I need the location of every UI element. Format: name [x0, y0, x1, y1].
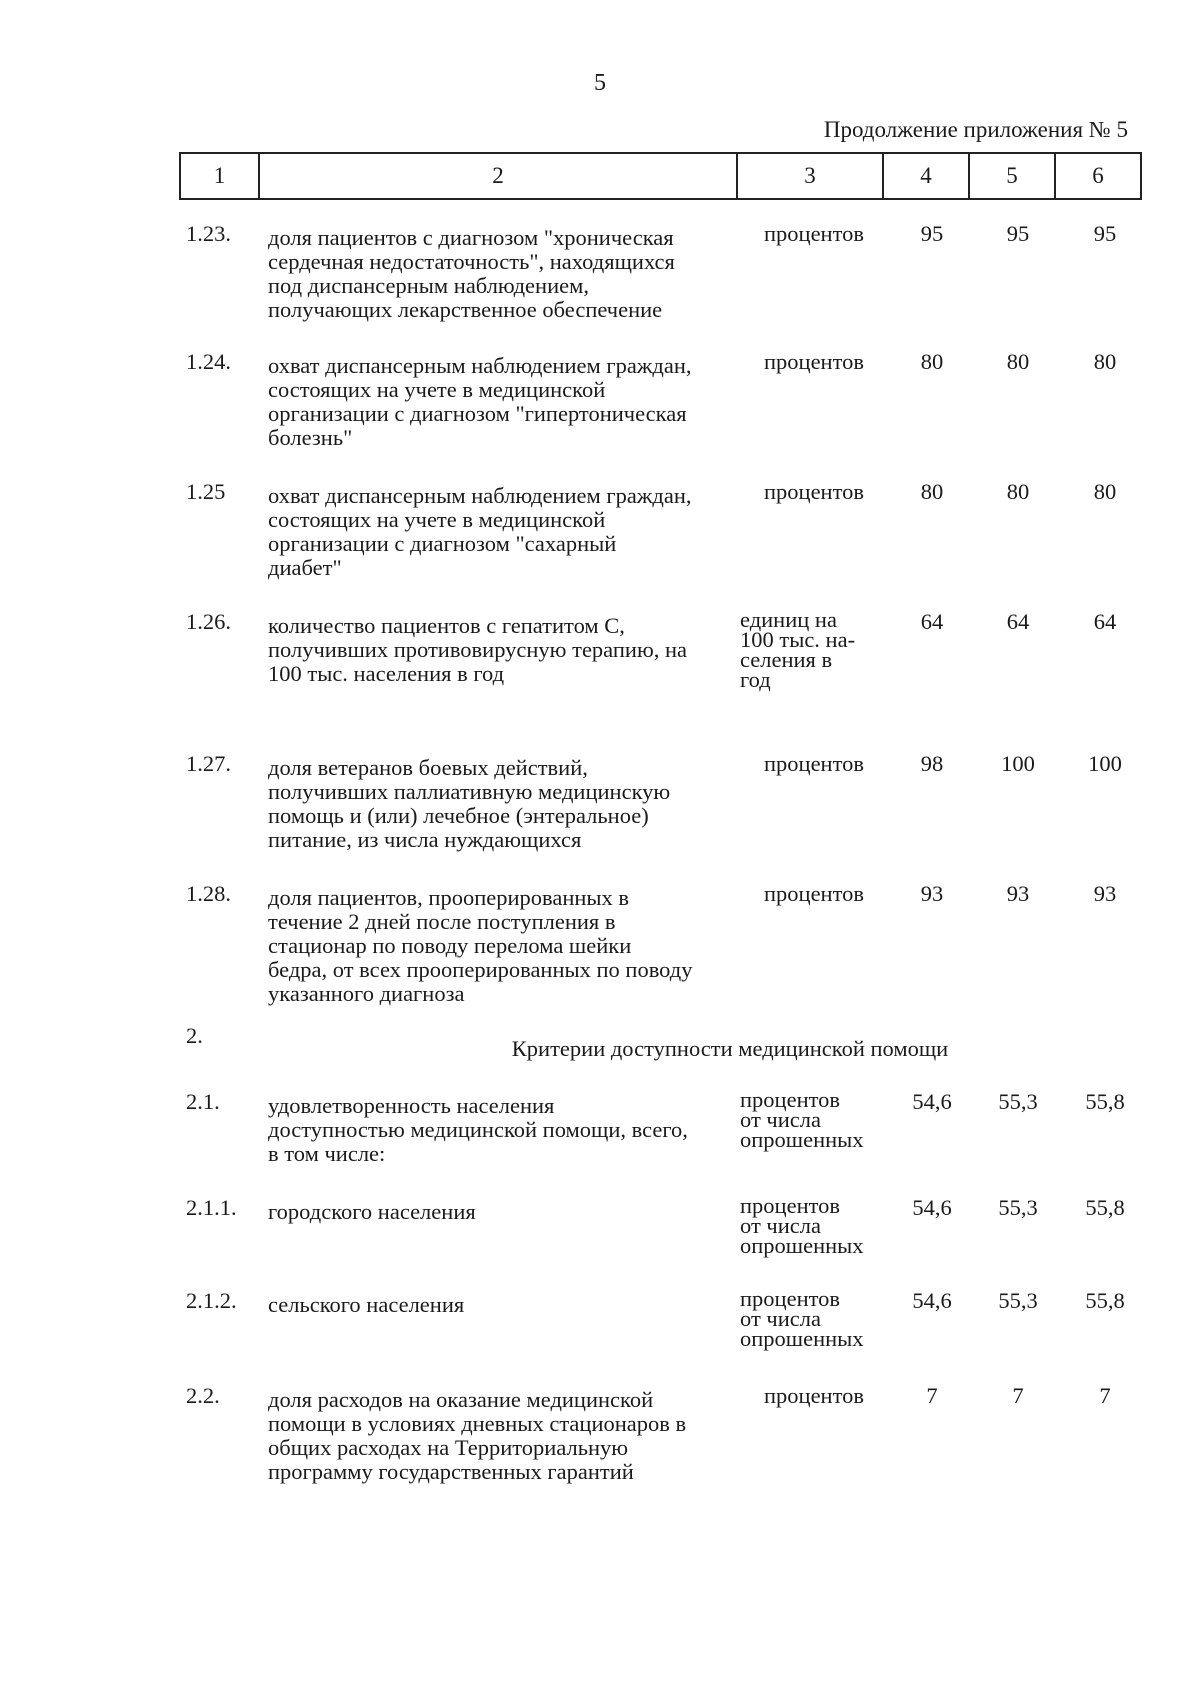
desc-line: организации с диагнозом "сахарный — [268, 531, 617, 556]
row-number: 2.2. — [186, 1383, 220, 1408]
desc-line: общих расходах на Территориальную — [268, 1435, 629, 1460]
header-col-5: 5 — [969, 153, 1055, 199]
row-number: 1.26. — [186, 609, 231, 634]
unit-line: от числа — [740, 1107, 821, 1132]
header-col-6: 6 — [1055, 153, 1141, 199]
row-unit: процентов — [763, 349, 865, 374]
desc-line: в том числе: — [268, 1141, 386, 1166]
value-col-6: 55,8 — [1085, 1288, 1125, 1313]
desc-line: питание, из числа нуждающихся — [268, 827, 582, 852]
desc-line: доля расходов на оказание медицинской — [268, 1387, 654, 1412]
row-description — [268, 756, 738, 852]
row-number: 1.24. — [186, 349, 231, 374]
unit-line: от числа — [740, 1213, 821, 1238]
value-col-6: 80 — [1093, 479, 1117, 504]
row-unit: процентов — [763, 221, 865, 246]
unit-line: процентов — [740, 1087, 841, 1112]
value-col-5: 64 — [1006, 609, 1030, 634]
row-description — [268, 1293, 738, 1317]
unit-line: процентов — [740, 1286, 841, 1311]
desc-line: болезнь" — [268, 425, 353, 450]
value-col-5: 80 — [1006, 349, 1030, 374]
desc-line: стационар по поводу перелома шейки — [268, 933, 632, 958]
row-unit: процентов — [763, 751, 865, 776]
row-number: 1.25 — [186, 479, 226, 504]
row-description — [268, 886, 738, 1006]
value-col-6: 80 — [1093, 349, 1117, 374]
desc-line: доля ветеранов боевых действий, — [268, 755, 588, 780]
desc-line: доля пациентов с диагнозом "хроническая — [268, 225, 674, 250]
value-col-4: 98 — [920, 751, 944, 776]
page-number: 5 — [594, 70, 606, 96]
unit-line: год — [740, 667, 771, 692]
value-col-4: 54,6 — [912, 1288, 952, 1313]
value-col-6: 100 — [1088, 751, 1122, 776]
value-col-4: 64 — [920, 609, 944, 634]
value-col-4: 80 — [920, 349, 944, 374]
row-unit — [740, 607, 888, 692]
row-number: 2.1. — [186, 1089, 220, 1114]
value-col-4: 54,6 — [912, 1195, 952, 1220]
desc-line: состоящих на учете в медицинской — [268, 377, 606, 402]
desc-line: организации с диагнозом "гипертоническая — [268, 401, 687, 426]
desc-line: состоящих на учете в медицинской — [268, 507, 606, 532]
continuation-label: Продолжение приложения № 5 — [823, 117, 1128, 142]
row-unit — [740, 1087, 888, 1152]
row-unit — [740, 1286, 888, 1351]
value-col-4: 80 — [920, 479, 944, 504]
row-description — [268, 1388, 738, 1484]
desc-line: помощи в условиях дневных стационаров в — [268, 1411, 687, 1436]
row-number: 2.1.1. — [186, 1195, 237, 1220]
header-row — [180, 153, 1141, 199]
header-col-1: 1 — [180, 153, 259, 199]
row-number: 1.27. — [186, 751, 231, 776]
value-col-5: 55,3 — [998, 1288, 1038, 1313]
value-col-5: 7 — [1012, 1383, 1024, 1408]
unit-line: опрошенных — [740, 1233, 864, 1258]
row-unit: процентов — [763, 1383, 865, 1408]
desc-line: помощь и (или) лечебное (энтеральное) — [268, 803, 649, 828]
desc-line: под диспансерным наблюдением, — [268, 273, 589, 298]
desc-line: течение 2 дней после поступления в — [268, 909, 616, 934]
value-col-6: 93 — [1093, 881, 1117, 906]
desc-line: получивших противовирусную терапию, на — [268, 637, 688, 662]
unit-line: опрошенных — [740, 1127, 864, 1152]
row-number: 1.23. — [186, 221, 231, 246]
value-col-4: 7 — [926, 1383, 938, 1408]
desc-line: получающих лекарственное обеспечение — [268, 297, 663, 322]
row-description — [268, 614, 738, 686]
desc-line: доля пациентов, прооперированных в — [268, 885, 630, 910]
desc-line: удовлетворенность населения — [268, 1093, 555, 1118]
unit-line: от числа — [740, 1306, 821, 1331]
desc-line: количество пациентов с гепатитом С, — [268, 613, 625, 638]
desc-line: сельского населения — [268, 1292, 465, 1317]
desc-line: 100 тыс. населения в год — [268, 661, 505, 686]
row-description — [268, 1094, 738, 1166]
row-unit: процентов — [763, 479, 865, 504]
header-table — [179, 152, 1142, 200]
desc-line: программу государственных гарантий — [268, 1459, 634, 1484]
desc-line: охват диспансерным наблюдением граждан, — [268, 353, 692, 378]
desc-line: получивших паллиативную медицинскую — [268, 779, 671, 804]
desc-line: сердечная недостаточность", находящихся — [268, 249, 675, 274]
row-description — [268, 354, 738, 450]
unit-line: 100 тыс. на- — [740, 627, 856, 652]
unit-line: опрошенных — [740, 1326, 864, 1351]
unit-line: селения в — [740, 647, 833, 672]
value-col-5: 93 — [1006, 881, 1030, 906]
value-col-4: 95 — [920, 221, 944, 246]
row-unit — [740, 1193, 888, 1258]
desc-line: охват диспансерным наблюдением граждан, — [268, 483, 692, 508]
header-col-3: 3 — [737, 153, 883, 199]
desc-line: диабет" — [268, 555, 342, 580]
value-col-6: 55,8 — [1085, 1089, 1125, 1114]
row-description — [268, 484, 738, 580]
desc-line: доступностью медицинской помощи, всего, — [268, 1117, 688, 1142]
value-col-4: 54,6 — [912, 1089, 952, 1114]
value-col-5: 80 — [1006, 479, 1030, 504]
value-col-4: 93 — [920, 881, 944, 906]
section-title: Критерии доступности медицинской помощи — [511, 1036, 949, 1061]
row-description — [268, 226, 738, 322]
row-number: 1.28. — [186, 881, 231, 906]
desc-line: городского населения — [268, 1199, 476, 1224]
value-col-5: 55,3 — [998, 1089, 1038, 1114]
header-col-4: 4 — [883, 153, 969, 199]
value-col-5: 55,3 — [998, 1195, 1038, 1220]
unit-line: процентов — [740, 1193, 841, 1218]
value-col-6: 64 — [1093, 609, 1117, 634]
row-number: 2.1.2. — [186, 1288, 237, 1313]
value-col-6: 55,8 — [1085, 1195, 1125, 1220]
value-col-5: 95 — [1006, 221, 1030, 246]
section-number: 2. — [186, 1023, 203, 1048]
value-col-5: 100 — [1001, 751, 1035, 776]
value-col-6: 7 — [1099, 1383, 1111, 1408]
row-unit: процентов — [763, 881, 865, 906]
header-col-2: 2 — [259, 153, 737, 199]
row-description — [268, 1200, 738, 1224]
value-col-6: 95 — [1093, 221, 1117, 246]
desc-line: бедра, от всех прооперированных по поводу — [268, 957, 693, 982]
desc-line: указанного диагноза — [268, 981, 465, 1006]
unit-line: единиц на — [740, 607, 837, 632]
